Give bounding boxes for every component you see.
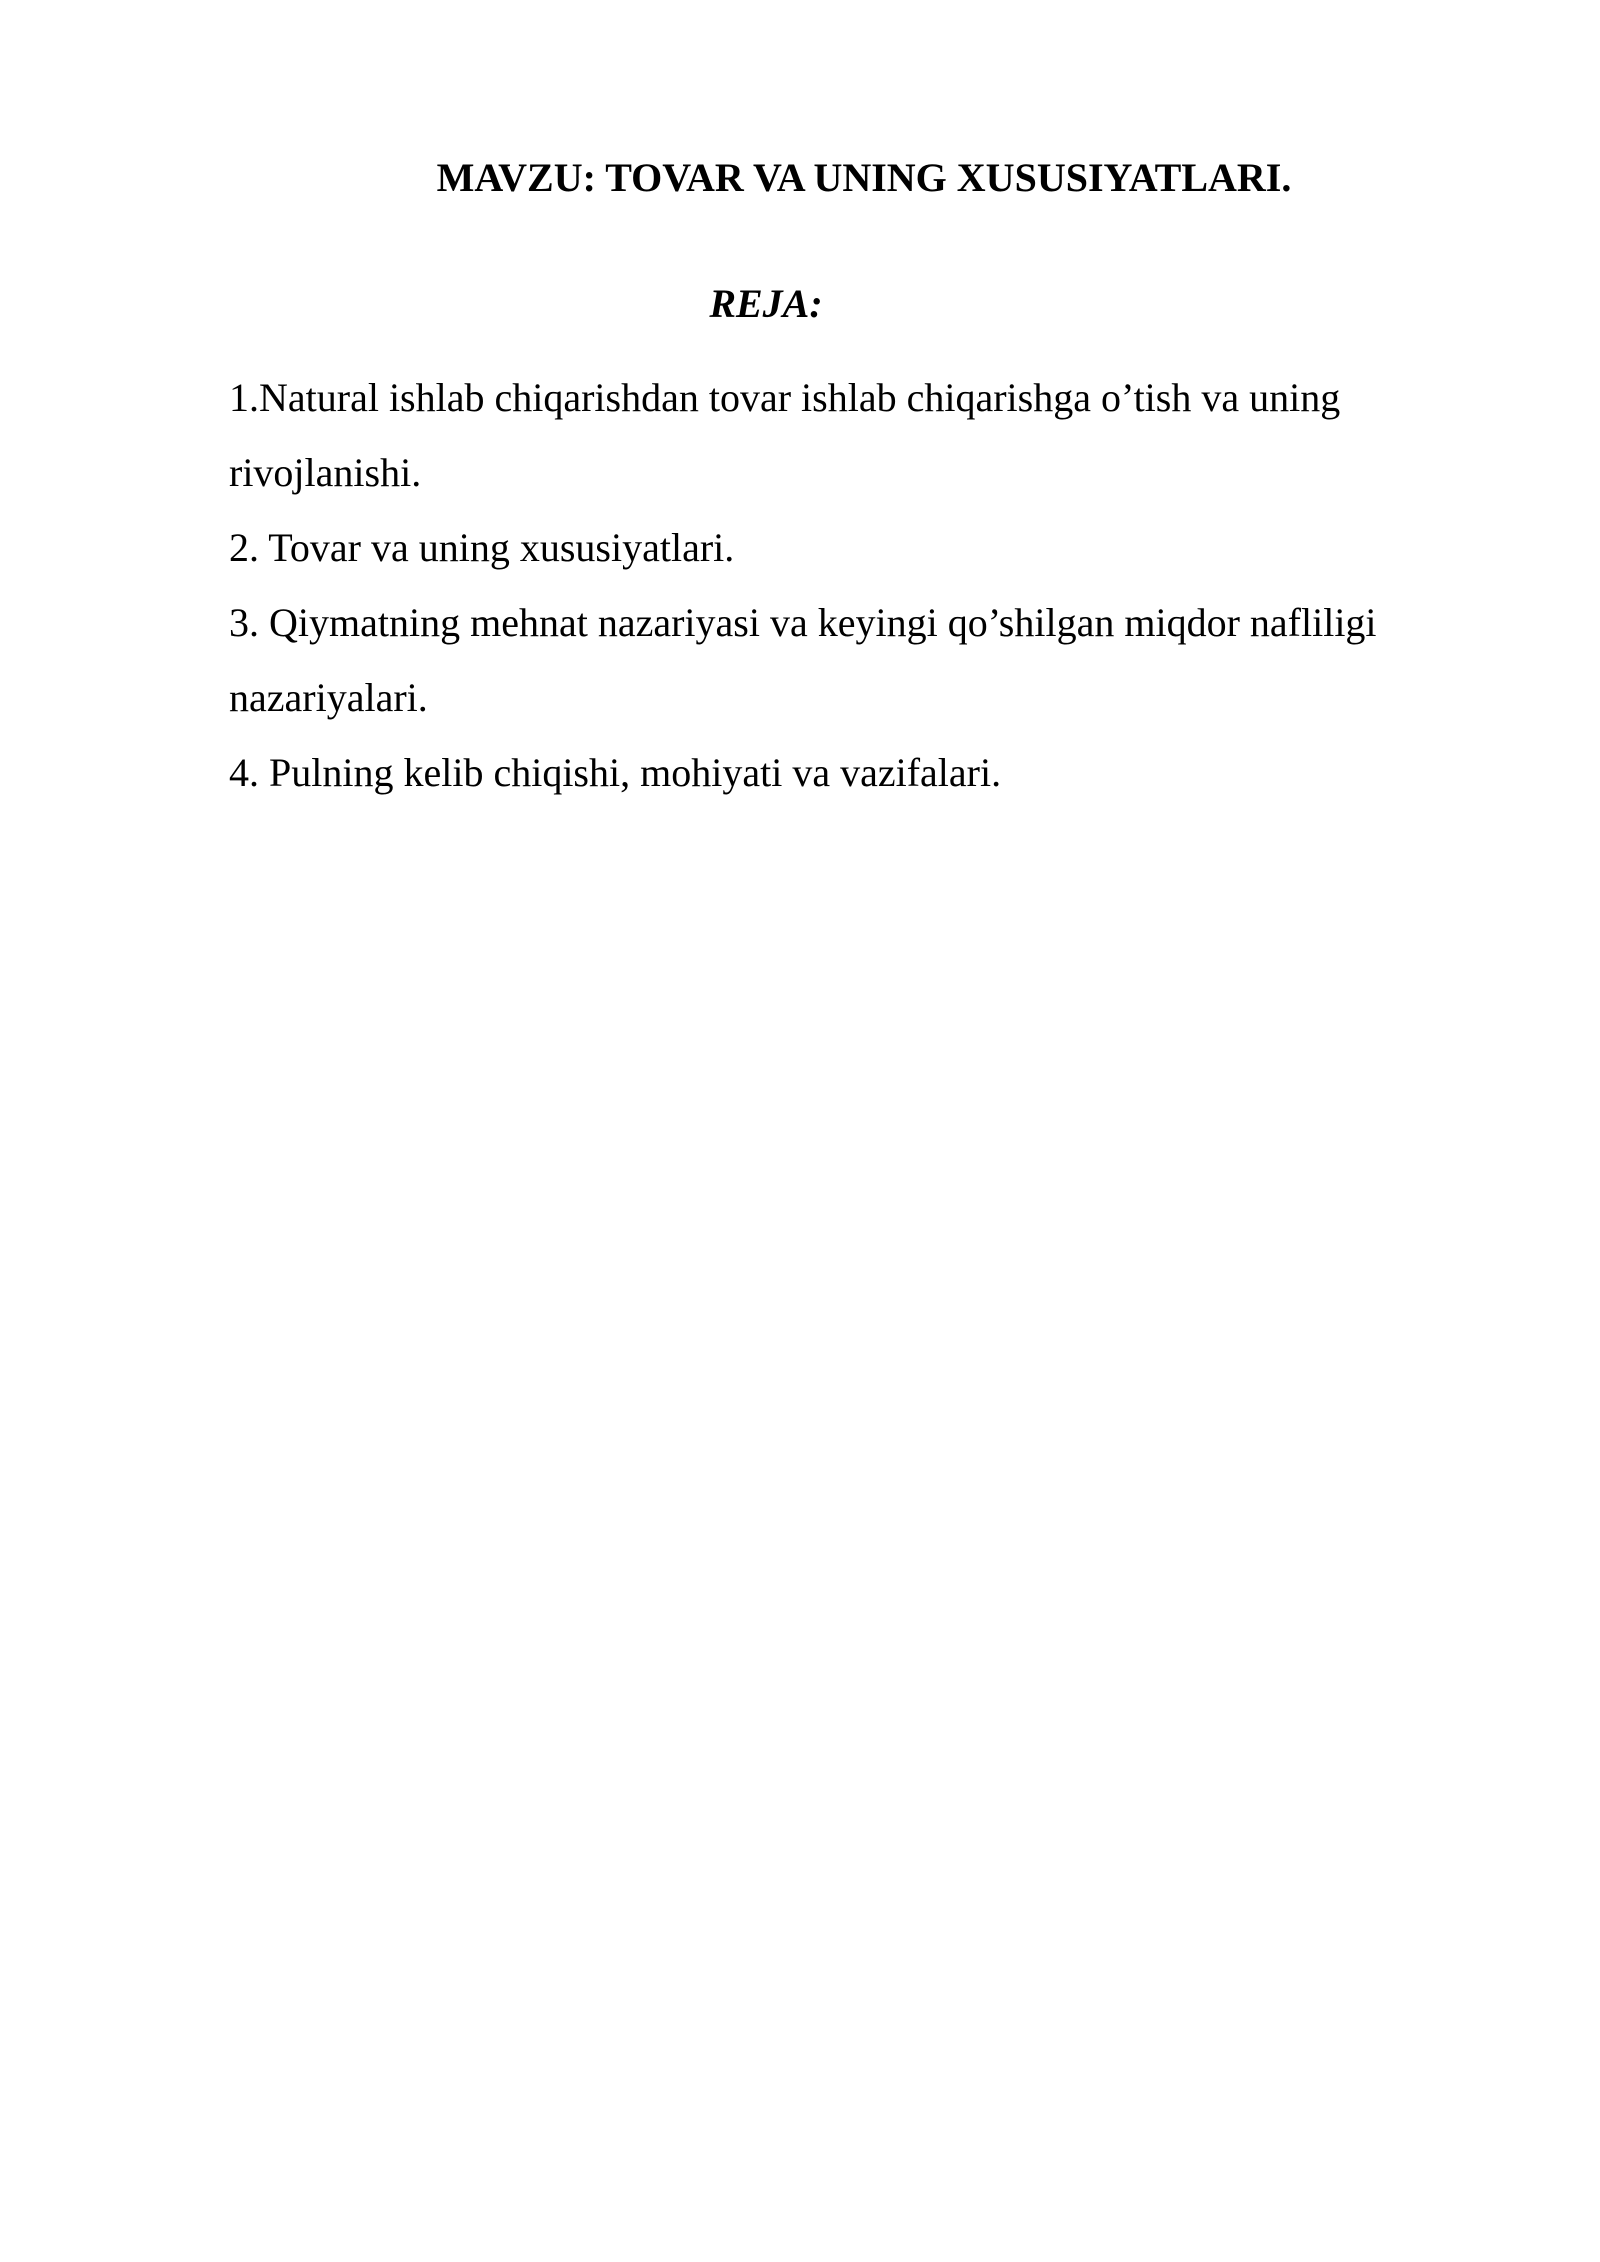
document-title: MAVZU: TOVAR VA UNING XUSUSIYATLARI. (436, 155, 1292, 200)
plan-item: 3. Qiymatning mehnat nazariyasi va keyingi qo’shilgan miqdor nafliligi nazariyalari. (229, 600, 1377, 720)
plan-item: 1.Natural ishlab chiqarishdan tovar ishlab chiqarishga o’tish va uning rivojlanishi. (229, 375, 1341, 495)
plan-heading: REJA: (709, 281, 823, 326)
plan-list (229, 360, 1489, 810)
plan-item: 4. Pulning kelib chiqishi, mohiyati va vazifalari. (229, 750, 1002, 795)
plan-item: 2. Tovar va uning xususiyatlari. (229, 525, 735, 570)
